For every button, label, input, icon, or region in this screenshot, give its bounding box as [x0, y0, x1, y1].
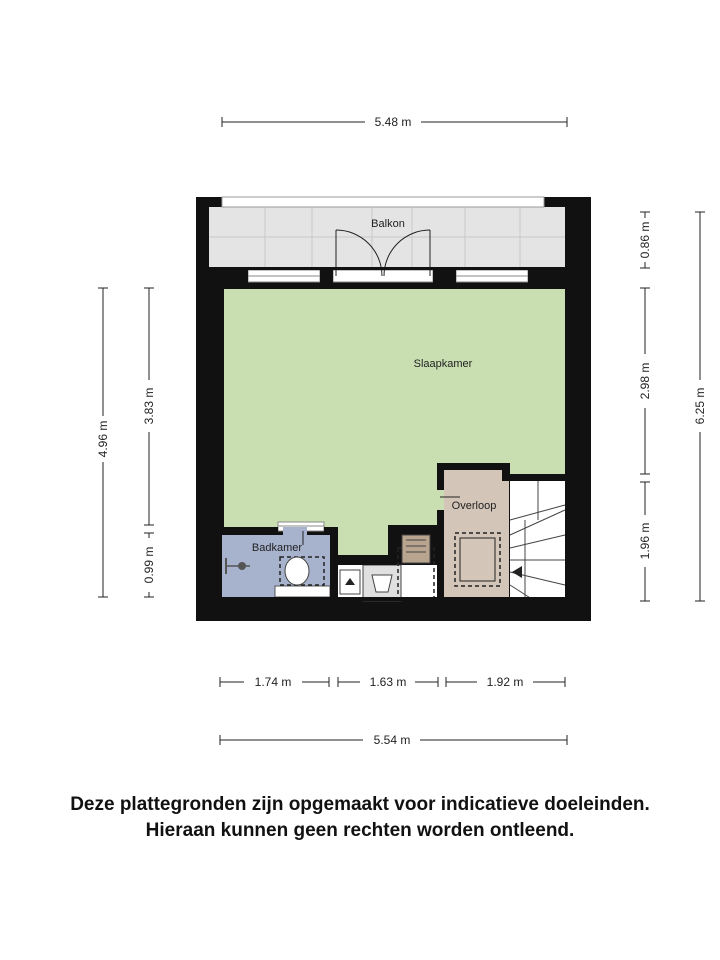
- dim-bottom-seg-1: 1.74 m: [254, 675, 292, 689]
- balcony-windows: [248, 270, 528, 282]
- disclaimer-line-2: Hieraan kunnen geen rechten worden ontleend.: [145, 820, 575, 841]
- landing-door-gap: [437, 490, 444, 510]
- dim-bottom-width: 5.54 m: [373, 733, 411, 747]
- dim-bottom-seg-3: 1.92 m: [486, 675, 524, 689]
- room-label-slaapkamer: Slaapkamer: [413, 358, 473, 370]
- dim-right-lower: 1.96 m: [638, 522, 652, 560]
- dim-bottom-seg-2: 1.63 m: [369, 675, 407, 689]
- dim-left-upper: 3.83 m: [142, 387, 156, 425]
- window-center: [333, 270, 433, 282]
- bathroom-counter: [275, 586, 330, 597]
- balcony-railing: [222, 197, 544, 207]
- room-label-badkamer: Badkamer: [251, 542, 303, 554]
- dim-right-total: 6.25 m: [693, 387, 707, 425]
- toilet-icon: [285, 557, 309, 585]
- dim-left-outer: 4.96 m: [96, 420, 110, 458]
- room-label-overloop: Overloop: [451, 500, 497, 512]
- dim-top-width: 5.48 m: [374, 115, 412, 129]
- disclaimer-line-1: Deze plattegronden zijn opgemaakt voor indicatieve doeleinden.: [70, 794, 650, 815]
- chair-icon: [402, 535, 430, 563]
- dim-right-balcony: 0.86 m: [638, 221, 652, 259]
- staircase: [510, 481, 565, 601]
- dim-right-middle: 2.98 m: [638, 362, 652, 400]
- room-label-balkon: Balkon: [371, 218, 405, 230]
- dim-left-lower: 0.99 m: [142, 546, 156, 584]
